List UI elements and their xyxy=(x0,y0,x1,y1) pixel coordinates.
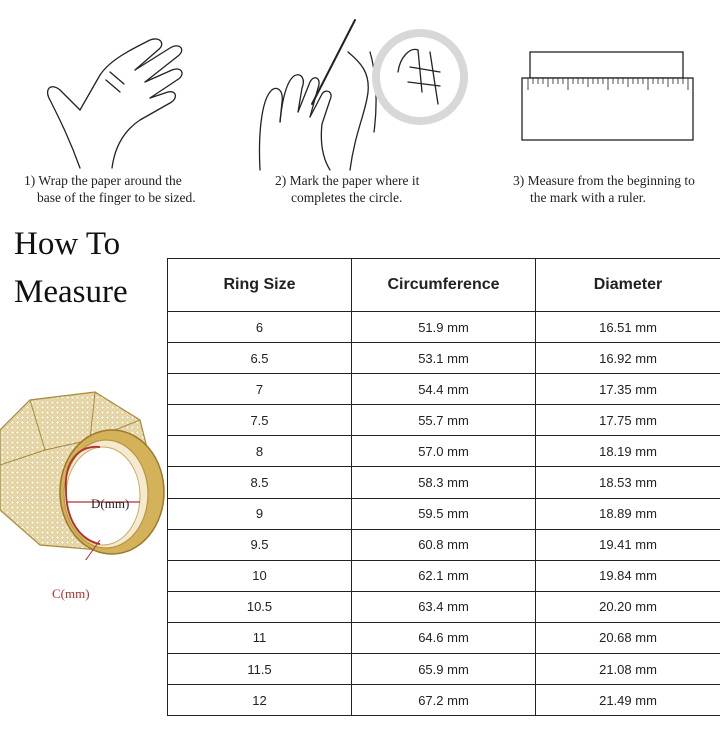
circumference-cell: 59.5 mm xyxy=(352,498,536,529)
circumference-cell: 62.1 mm xyxy=(352,560,536,591)
circumference-cell: 53.1 mm xyxy=(352,343,536,374)
diameter-cell: 20.68 mm xyxy=(536,622,720,653)
table-row xyxy=(168,405,720,436)
ring-size-cell: 9.5 xyxy=(168,529,352,560)
table-row xyxy=(168,529,720,560)
table-row xyxy=(168,622,720,653)
table-row xyxy=(168,654,720,685)
circumference-label: C(mm) xyxy=(52,586,90,601)
step-2-line-2: completes the circle. xyxy=(291,190,403,205)
ring-size-cell: 11 xyxy=(168,622,352,653)
table-row xyxy=(168,467,720,498)
diameter-cell: 19.41 mm xyxy=(536,529,720,560)
table-header-row xyxy=(168,259,720,312)
diameter-label: D(mm) xyxy=(91,496,130,511)
step-2-line-1: 2) Mark the paper where it xyxy=(275,173,420,188)
step-3-line-1: 3) Measure from the beginning to xyxy=(513,173,695,188)
ring-size-cell: 8 xyxy=(168,436,352,467)
circumference-cell: 65.9 mm xyxy=(352,654,536,685)
step-3-line-2: the mark with a ruler. xyxy=(530,190,646,205)
header-diameter: Diameter xyxy=(536,259,720,312)
hand-mark-illustration xyxy=(250,12,470,172)
ring-size-cell: 9 xyxy=(168,498,352,529)
ring-size-cell: 6.5 xyxy=(168,343,352,374)
circumference-cell: 60.8 mm xyxy=(352,529,536,560)
diameter-cell: 18.53 mm xyxy=(536,467,720,498)
table-row xyxy=(168,436,720,467)
step-1-line-1: 1) Wrap the paper around the xyxy=(24,173,182,188)
table-row xyxy=(168,498,720,529)
ring-size-table xyxy=(167,258,720,716)
diameter-cell: 17.75 mm xyxy=(536,405,720,436)
header-ring-size: Ring Size xyxy=(168,259,352,312)
page-title-line-1: How To xyxy=(14,226,121,262)
page-title-line-2: Measure xyxy=(14,274,128,310)
step-1-caption xyxy=(24,172,196,206)
diameter-cell: 19.84 mm xyxy=(536,560,720,591)
header-circumference: Circumference xyxy=(352,259,536,312)
circumference-cell: 67.2 mm xyxy=(352,685,536,716)
ring-size-cell: 7 xyxy=(168,374,352,405)
diameter-cell: 16.51 mm xyxy=(536,312,720,343)
ring-size-cell: 7.5 xyxy=(168,405,352,436)
ring-size-cell: 10.5 xyxy=(168,591,352,622)
ring-size-cell: 10 xyxy=(168,560,352,591)
table-row xyxy=(168,343,720,374)
step-1-line-2: base of the finger to be sized. xyxy=(37,190,196,205)
diameter-cell: 21.08 mm xyxy=(536,654,720,685)
circumference-cell: 58.3 mm xyxy=(352,467,536,498)
circumference-cell: 63.4 mm xyxy=(352,591,536,622)
ring-size-cell: 11.5 xyxy=(168,654,352,685)
ruler-illustration xyxy=(520,50,695,142)
circumference-cell: 57.0 mm xyxy=(352,436,536,467)
diameter-cell: 21.49 mm xyxy=(536,685,720,716)
diameter-cell: 17.35 mm xyxy=(536,374,720,405)
step-2-caption xyxy=(275,172,419,206)
ring-size-cell: 12 xyxy=(168,685,352,716)
table-row xyxy=(168,312,720,343)
table-row xyxy=(168,560,720,591)
table-row xyxy=(168,374,720,405)
ring-size-cell: 6 xyxy=(168,312,352,343)
ring-size-cell: 8.5 xyxy=(168,467,352,498)
table-row xyxy=(168,591,720,622)
circumference-cell: 64.6 mm xyxy=(352,622,536,653)
circumference-cell: 54.4 mm xyxy=(352,374,536,405)
step-3-caption xyxy=(513,172,720,206)
diameter-cell: 16.92 mm xyxy=(536,343,720,374)
diameter-cell: 18.19 mm xyxy=(536,436,720,467)
table-row xyxy=(168,685,720,716)
circumference-cell: 55.7 mm xyxy=(352,405,536,436)
hand-wrap-illustration xyxy=(40,20,200,170)
ring-illustration xyxy=(0,390,168,560)
diameter-cell: 20.20 mm xyxy=(536,591,720,622)
diameter-cell: 18.89 mm xyxy=(536,498,720,529)
circumference-cell: 51.9 mm xyxy=(352,312,536,343)
